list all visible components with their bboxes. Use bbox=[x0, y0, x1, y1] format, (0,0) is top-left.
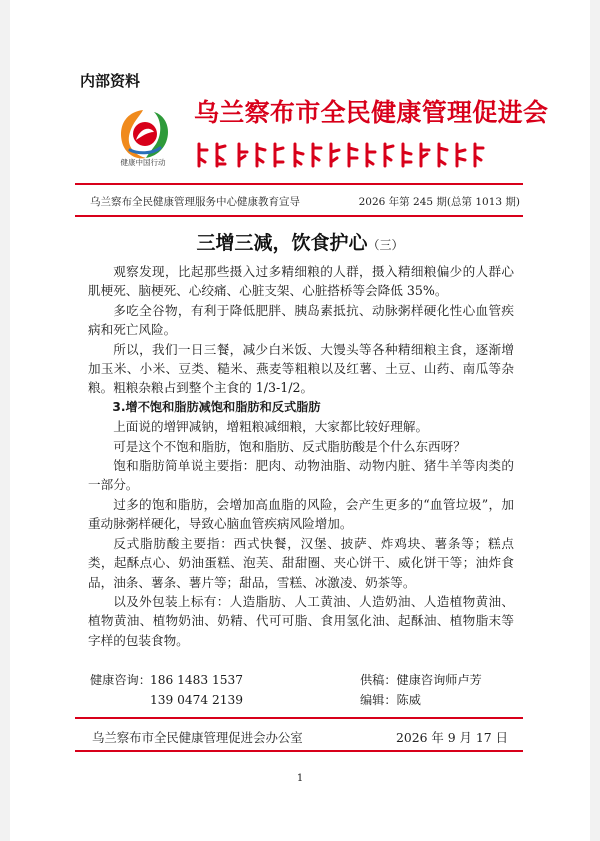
header-rule-top bbox=[75, 183, 523, 185]
contact-phone-1: 186 1483 1537 bbox=[150, 673, 244, 687]
paragraph: 饱和脂肪简单说主要指：肥肉、动物油脂、动物内脏、猪牛羊等肉类的一部分。 bbox=[88, 458, 514, 493]
article-title-suffix: （三） bbox=[367, 238, 404, 252]
paragraph: 反式脂肪酸主要指：西式快餐，汉堡、披萨、炸鸡块、薯条等；糕点类，起酥点心、奶油蛋糕、泡芙、甜甜圈、夹心饼干、威化饼干等；油炸食品，油条、薯条、薯片等；甜品，雪糕、冰激凌、奶茶等。 bbox=[88, 535, 514, 590]
paragraph: 观察发现，比起那些摄入过多精细粮的人群，摄入精细粮偏少的人群心肌梗死、脑梗死、心绞痛、心脏支架、心脏搭桥等会降低 35%。 bbox=[88, 264, 514, 299]
paragraph: 可是这个不饱和脂肪，饱和脂肪、反式脂肪酸是个什么东西呀？ bbox=[113, 438, 466, 454]
mongolian-script-subtitle bbox=[195, 140, 495, 170]
masthead-title: 乌兰察布市全民健康管理促进会 bbox=[194, 98, 549, 127]
contact-label: 健康咨询： bbox=[90, 673, 151, 687]
article-title bbox=[0, 228, 600, 255]
issue-number: 2026 年第 245 期(总第 1013 期) bbox=[358, 196, 520, 208]
footer-rule-top bbox=[75, 717, 523, 719]
paragraph: 以及外包装上标有：人造脂肪、人工黄油、人造奶油、人造植物黄油、植物黄油、植物奶油、奶精、代可可脂、食用氢化油、起酥油、植物脂末等字样的包装食物。 bbox=[88, 593, 514, 648]
issue-info-line bbox=[90, 194, 520, 209]
footer-date: 2026 年 9 月 17 日 bbox=[395, 730, 508, 745]
logo-caption: 健康中国行动 bbox=[120, 158, 166, 167]
publisher-text: 乌兰察布全民健康管理服务中心健康教育宣导 bbox=[90, 196, 300, 208]
footer-rule-bottom bbox=[75, 750, 523, 752]
section-heading: 3.增不饱和脂肪减饱和脂肪和反式脂肪 bbox=[112, 399, 321, 414]
paragraph: 所以，我们一日三餐，减少白米饭、大馒头等各种精细粮主食，逐渐增加玉米、小米、豆类、糙米、燕麦等粗粮以及红薯、土豆、山药、南瓜等杂粮。粗粮杂粮占到整个主食的 1/3-1/2。 bbox=[88, 341, 514, 396]
header-rule-bottom bbox=[75, 215, 523, 217]
footer bbox=[92, 728, 508, 746]
paragraph: 上面说的增钾减钠，增粗粮减细粮，大家都比较好理解。 bbox=[113, 419, 429, 435]
paragraph: 过多的饱和脂肪，会增加高血脂的风险，会产生更多的“血管垃圾”，加重动脉粥样硬化，导致心脑血管疾病风险增加。 bbox=[88, 496, 514, 532]
editor-credit: 编辑：陈威 bbox=[360, 693, 421, 707]
paragraph: 多吃全谷物，有利于降低肥胖、胰岛素抵抗、动脉粥样硬化性心血管疾病和死亡风险。 bbox=[88, 302, 514, 338]
article-body bbox=[88, 262, 514, 650]
contact-block bbox=[90, 670, 520, 710]
supplier-credit: 供稿：健康咨询师卢芳 bbox=[360, 673, 482, 687]
internal-label: 内部资料 bbox=[80, 72, 141, 90]
contact-phone-2: 139 0474 2139 bbox=[150, 693, 244, 707]
footer-office: 乌兰察布市全民健康管理促进会办公室 bbox=[92, 730, 303, 745]
article-title-text: 三增三减，饮食护心 bbox=[196, 232, 368, 254]
page-number: 1 bbox=[296, 773, 304, 784]
